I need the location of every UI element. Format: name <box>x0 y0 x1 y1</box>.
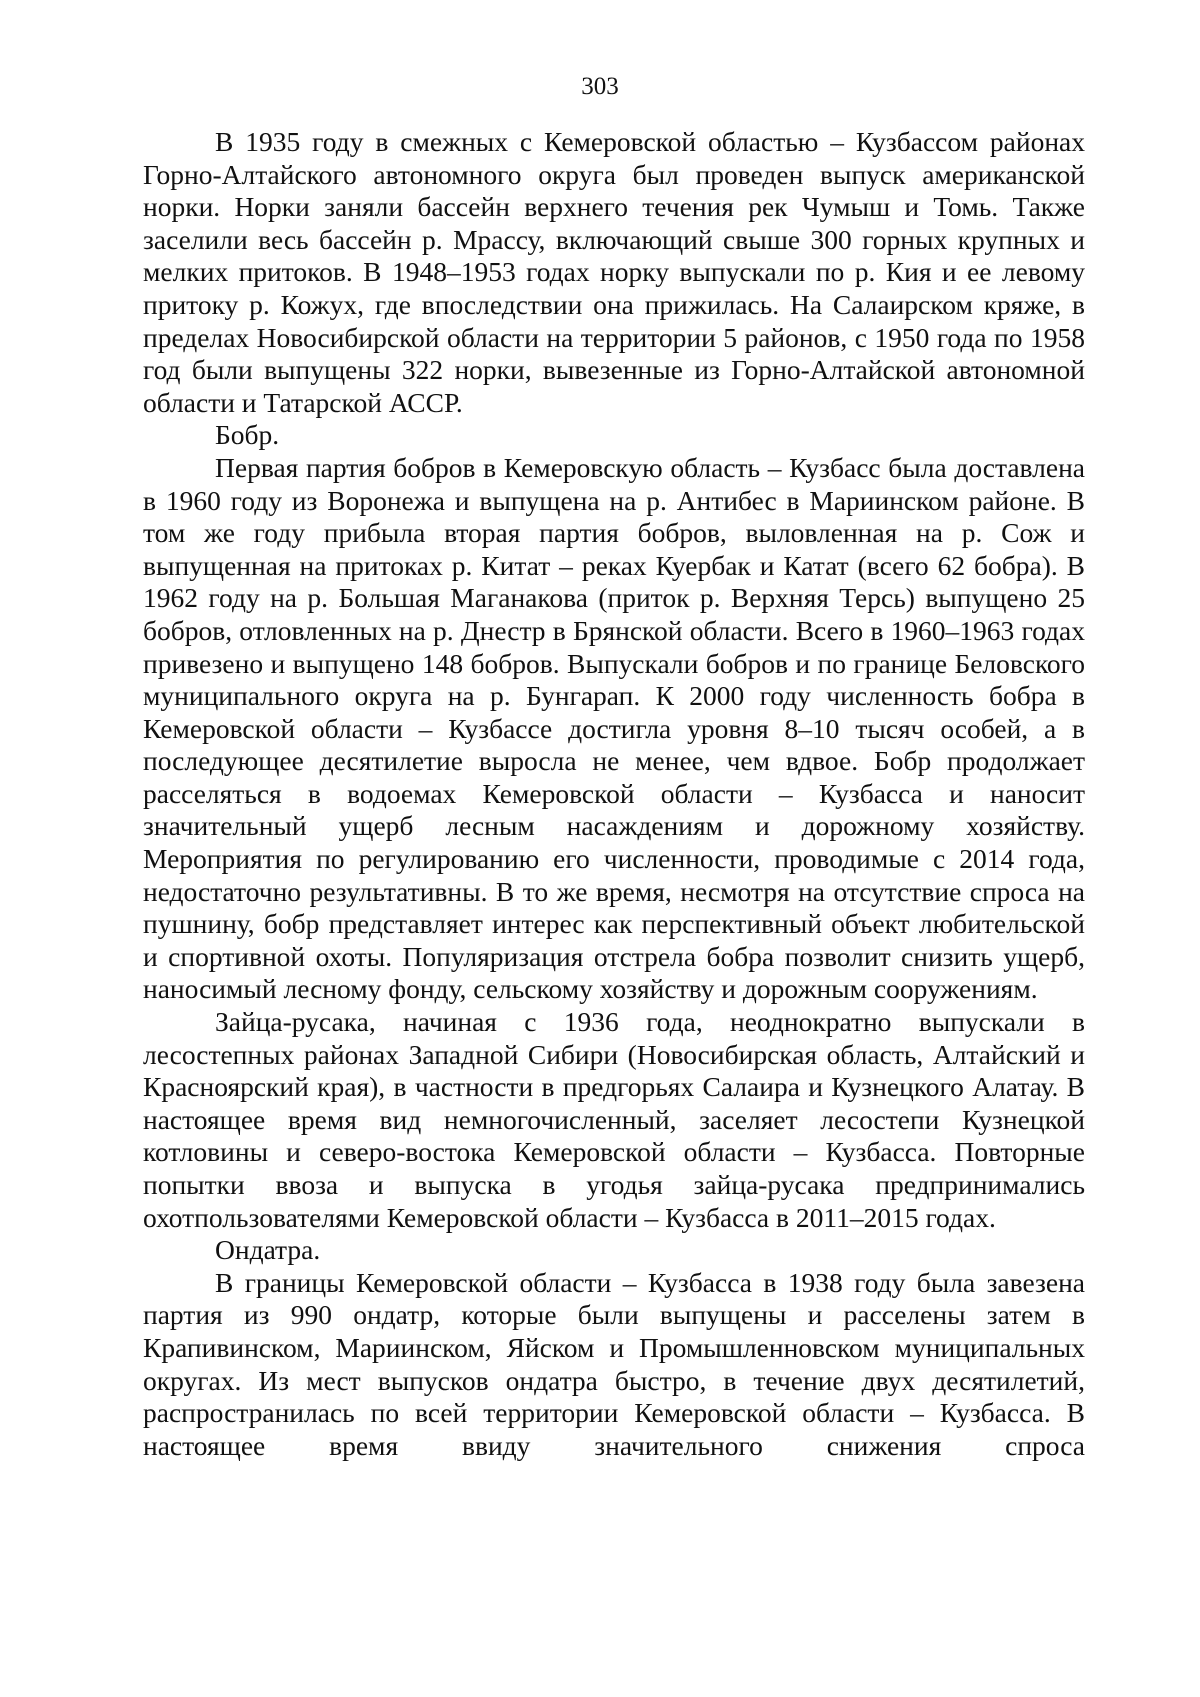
paragraph-hare: Зайца-русака, начиная с 1936 года, неоднократно выпускали в лесостепных районах Западной Сибири (Новосибирская область, Алтайский и Красноярский края), в частности в предгорьях Салаира и Кузнецкого Алатау. В настоящее время вид немногочисленный, заселяет лесостепи Кузнецкой котловины и северо-востока Кемеровской области – Кузбасса. Повторные попытки ввоза и выпуска в угодья зайца-русака предпринимались охотпользователями Кемеровской области – Кузбасса в 2011–2015 годах. <box>143 1006 1085 1233</box>
paragraph-beaver: Первая партия бобров в Кемеровскую область – Кузбасс была доставлена в 1960 году из Воронежа и выпущена на р. Антибес в Мариинском районе. В том же году прибыла вторая партия бобров, выловленная на р. Сож и выпущенная на притоках р. Китат – реках Куербак и Катат (всего 62 бобра). В 1962 году на р. Большая Маганакова (приток р. Верхняя Терсь) выпущено 25 бобров, отловленных на р. Днестр в Брянской области. Всего в 1960–1963 годах привезено и выпущено 148 бобров. Выпускали бобров и по границе Беловского муниципального округа на р. Бунгарап. К 2000 году численность бобра в Кемеровской области – Кузбассе достигла уровня 8–10 тысяч особей, а в последующее десятилетие выросла не менее, чем вдвое. Бобр продолжает расселяться в водоемах Кемеровской области – Кузбасса и наносит значительный ущерб лесным насаждениям и дорожному хозяйству. Мероприятия по регулированию его численности, проводимые с 2014 года, недостаточно результативны. В то же время, несмотря на отсутствие спроса на пушнину, бобр представляет интерес как перспективный объект любительской и спортивной охоты. Популяризация отстрела бобра позволит снизить ущерб, наносимый лесному фонду, сельскому хозяйству и дорожным сооружениям. <box>143 451 1085 1005</box>
page-text-body <box>143 126 1085 1462</box>
section-heading-muskrat: Ондатра. <box>215 1234 321 1266</box>
page-number: 303 <box>581 73 619 100</box>
paragraph-mink-release: В 1935 году в смежных с Кемеровской областью – Кузбассом районах Горно-Алтайского автономного округа был проведен выпуск американской норки. Норки заняли бассейн верхнего течения рек Чумыш и Томь. Также заселили весь бассейн р. Мрассу, включающий свыше 300 горных крупных и мелких притоков. В 1948–1953 годах норку выпускали по р. Кия и ее левому притоку р. Кожух, где впоследствии она прижилась. На Салаирском кряже, в пределах Новосибирской области на территории 5 районов, с 1950 года по 1958 год были выпущены 322 норки, вывезенные из Горно-Алтайской автономной области и Татарской АССР. <box>143 126 1085 418</box>
paragraph-muskrat: В границы Кемеровской области – Кузбасса в 1938 году была завезена партия из 990 ондатр, которые были выпущены и расселены затем в Крапивинском, Мариинском, Яйском и Промышленновском муниципальных округах. Из мест выпусков ондатра быстро, в течение двух десятилетий, распространилась по всей территории Кемеровской области – Кузбасса. В настоящее время ввиду значительного снижения спроса <box>143 1266 1085 1461</box>
section-heading-beaver: Бобр. <box>215 419 280 451</box>
